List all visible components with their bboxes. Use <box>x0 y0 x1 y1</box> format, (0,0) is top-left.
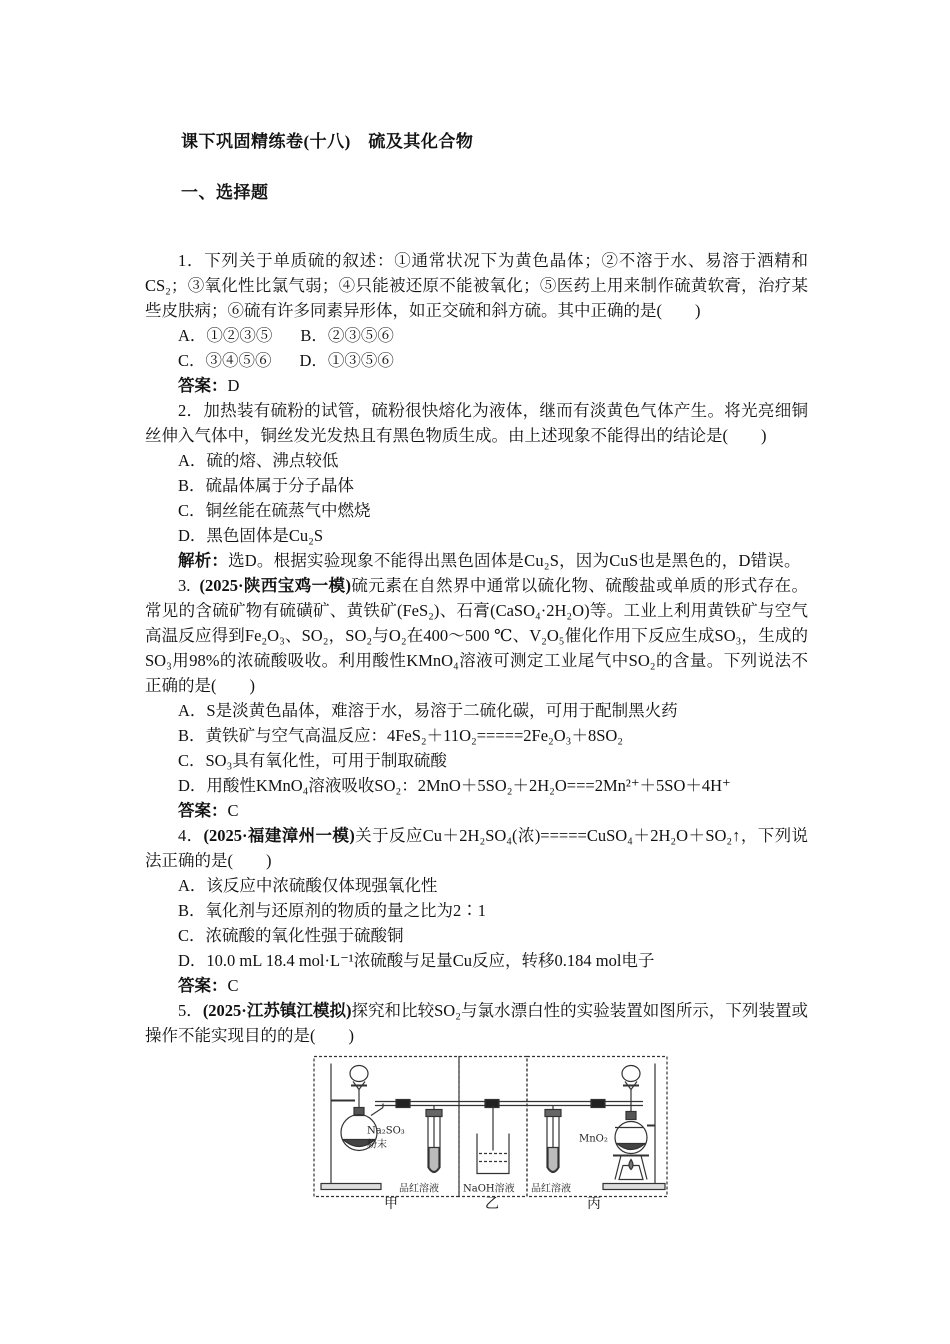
page-title: 课下巩固精练卷(十八) 硫及其化合物 <box>181 132 474 151</box>
option-c: C．SO₃具有氧化性，可用于制取硫酸 <box>178 751 447 770</box>
question-number: 5． <box>178 1001 203 1020</box>
answer-label: 答案： <box>178 801 228 820</box>
question-number: 4． <box>178 826 204 845</box>
option-d: D．黑色固体是Cu₂S <box>178 526 324 545</box>
question-3-answer <box>145 798 808 823</box>
explanation-label: 解析： <box>178 551 229 570</box>
caption-yi: 乙 <box>485 1196 499 1212</box>
question-text: 关于反应Cu＋2H₂SO₄(浓)=====CuSO₄＋2H₂O＋SO₂↑，下列说法正确的是( ) <box>145 826 808 870</box>
question-2-explanation <box>145 548 808 573</box>
question-1-options-row-1 <box>145 323 808 348</box>
explanation-text: 选D。根据实验现象不能得出黑色固体是Cu₂S，因为CuS也是黑色的，D错误。 <box>228 551 801 570</box>
question-1-stem: 1．下列关于单质硫的叙述：①通常状况下为黄色晶体；②不溶于水、易溶于酒精和CS₂；③氧化性比氯气弱；④只能被还原不能被氧化；⑤医药上用来制作硫黄软膏，治疗某些皮肤病；⑥硫有许多同素异形体，如正交硫和斜方硫。其中正确的是( ) <box>145 251 808 320</box>
label-na2so3: Na₂SO₃ <box>367 1125 405 1137</box>
label-pinhong-left: 品红溶液 <box>399 1183 439 1195</box>
label-naoh: NaOH溶液 <box>463 1183 515 1195</box>
question-source: (2025·江苏镇江模拟) <box>202 1001 352 1020</box>
option-c: C．③④⑤⑥ <box>178 351 272 370</box>
answer-value: C <box>227 976 239 995</box>
question-2-stem: 2．加热装有硫粉的试管，硫粉很快熔化为液体，继而有淡黄色气体产生。将光亮细铜丝伸入气体中，铜丝发光发热且有黑色物质生成。由上述现象不能得出的结论是( ) <box>145 401 808 445</box>
option-d: D．①③⑤⑥ <box>299 351 394 370</box>
option-a: A．该反应中浓硫酸仅体现强氧化性 <box>178 876 438 895</box>
question-text: 探究和比较SO₂与氯水漂白性的实验装置如图所示，下列装置或操作不能实现目的的是( ) <box>145 1001 808 1045</box>
left-test-tube <box>426 1106 442 1173</box>
question-5-stem <box>145 998 808 1048</box>
answer-value: C <box>227 801 239 820</box>
label-mno2: MnO₂ <box>579 1133 608 1145</box>
answer-label: 答案： <box>178 376 228 395</box>
label-pinhong-right: 品红溶液 <box>531 1183 571 1195</box>
option-b: B．黄铁矿与空气高温反应：4FeS₂＋11O₂=====2Fe₂O₃＋8SO₂ <box>178 726 624 745</box>
question-3-stem <box>145 573 808 698</box>
question-4-answer <box>145 973 808 998</box>
label-powder: 粉末 <box>367 1139 387 1151</box>
question-text: 硫元素在自然界中通常以硫化物、硫酸盐或单质的形式存在。常见的含硫矿物有硫磺矿、黄铁矿(FeS₂)、石膏(CaSO₄·2H₂O)等。工业上利用黄铁矿与空气高温反应得到Fe₂O₃、SO₂，SO₂与O₂在400～500 ℃、V₂O₅催化作用下反应生成SO₃，生成的SO₃用98%的浓硫酸吸收。利用酸性KMnO₄溶液可测定工业尾气中SO₂的含量。下列说法不正确的是( ) <box>145 576 809 695</box>
question-source: (2025·陕西宝鸡一模) <box>199 576 351 595</box>
left-flask <box>341 1066 383 1151</box>
option-c: C．铜丝能在硫蒸气中燃烧 <box>178 501 371 520</box>
question-1-options-row-2 <box>145 348 808 373</box>
option-b: B．硫晶体属于分子晶体 <box>178 476 355 495</box>
question-number: 3. <box>178 576 191 595</box>
caption-jia: 甲 <box>384 1196 398 1212</box>
middle-beaker <box>477 1106 509 1174</box>
connecting-tubes <box>375 1100 643 1108</box>
option-a: A．硫的熔、沸点较低 <box>178 451 339 470</box>
right-test-tube <box>545 1106 561 1173</box>
option-c: C．浓硫酸的氧化性强于硫酸铜 <box>178 926 404 945</box>
question-1-answer <box>145 373 808 398</box>
apparatus-figure <box>313 1048 669 1208</box>
option-d: D．10.0 mL 18.4 mol·L⁻¹浓硫酸与足量Cu反应，转移0.184 mol电子 <box>178 951 655 970</box>
option-b: B．②③⑤⑥ <box>300 326 394 345</box>
question-source: (2025·福建漳州一模) <box>203 826 355 845</box>
option-d: D．用酸性KMnO₄溶液吸收SO₂：2MnO＋5SO₂＋2H₂O===2Mn²⁺＋5SO＋4H⁺ <box>178 776 731 795</box>
answer-label: 答案： <box>178 976 228 995</box>
answer-value: D <box>227 376 240 395</box>
section-heading: 一、选择题 <box>181 183 269 202</box>
option-a: A．S是淡黄色晶体，难溶于水，易溶于二硫化碳，可用于配制黑火药 <box>178 701 678 720</box>
question-content <box>145 248 808 1048</box>
right-apparatus <box>603 1064 665 1190</box>
caption-bing: 丙 <box>587 1196 601 1212</box>
option-a: A．①②③⑤ <box>178 326 273 345</box>
question-4-stem <box>145 823 808 873</box>
option-b: B．氧化剂与还原剂的物质的量之比为2∶1 <box>178 901 487 920</box>
